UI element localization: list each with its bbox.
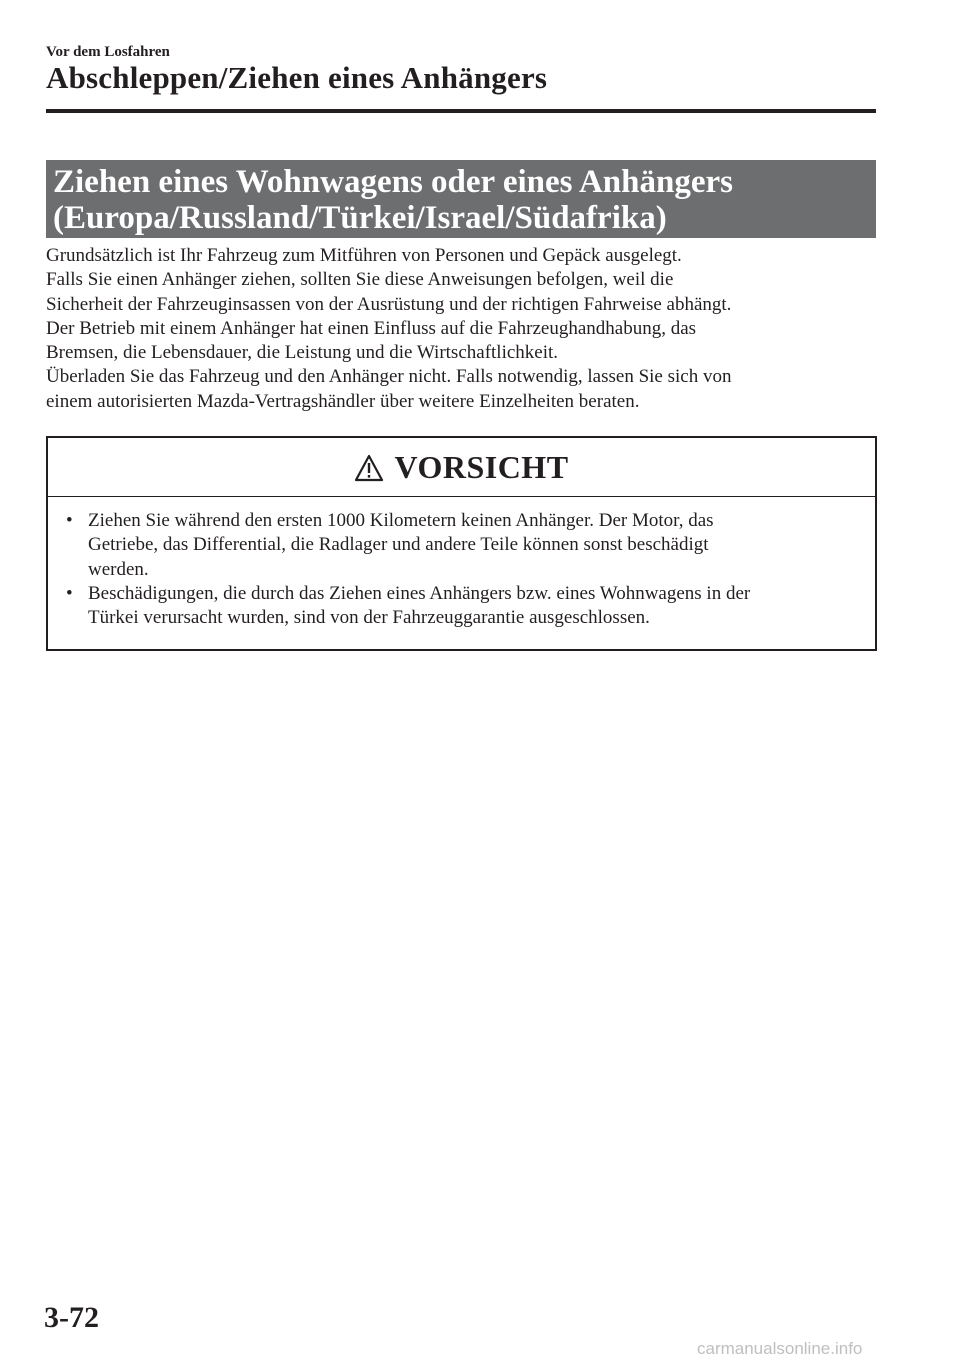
warning-triangle-icon xyxy=(354,454,384,482)
caution-title: VORSICHT xyxy=(394,448,569,485)
caution-list xyxy=(48,497,875,630)
body-line: Grundsätzlich ist Ihr Fahrzeug zum Mitführen von Personen und Gepäck ausgelegt. xyxy=(46,245,682,266)
watermark-text: carmanualsonline.info xyxy=(697,1339,863,1358)
page-number: 3-72 xyxy=(44,1301,99,1334)
body-line: Sicherheit der Fahrzeuginsassen von der Ausrüstung und der richtigen Fahrweise abhängt. xyxy=(46,293,732,315)
section-title-line-1: Ziehen eines Wohnwagens oder eines Anhängers xyxy=(53,164,733,200)
body-line: Überladen Sie das Fahrzeug und den Anhänger nicht. Falls notwendig, lassen Sie sich von xyxy=(46,366,732,388)
body-line: Falls Sie einen Anhänger ziehen, sollten Sie diese Anweisungen befolgen, weil die xyxy=(46,269,674,291)
caution-item-line: Getriebe, das Differential, die Radlager und andere Teile können sonst beschädigt xyxy=(88,534,709,556)
header-divider xyxy=(46,109,876,113)
bullet: • xyxy=(66,510,73,531)
caution-item xyxy=(66,582,875,631)
caution-item-line: Türkei verursacht wurden, sind von der Fahrzeuggarantie ausgeschlossen. xyxy=(88,607,650,629)
body-line: Der Betrieb mit einem Anhänger hat einen Einfluss auf die Fahrzeughandhabung, das xyxy=(46,317,697,339)
body-line: Bremsen, die Lebensdauer, die Leistung und die Wirtschaftlichkeit. xyxy=(46,342,559,364)
caution-box xyxy=(46,436,877,651)
page-header-title: Abschleppen/Ziehen eines Anhängers xyxy=(46,60,548,95)
body-line: einem autorisierten Mazda-Vertragshändler über weitere Einzelheiten beraten. xyxy=(46,390,640,412)
caution-item-line: Beschädigungen, die durch das Ziehen eines Anhängers bzw. eines Wohnwagens in der xyxy=(88,582,751,604)
section-title-line-2: (Europa/Russland/Türkei/Israel/Südafrika) xyxy=(53,200,667,236)
chapter-label: Vor dem Losfahren xyxy=(46,44,170,60)
section-title-banner xyxy=(46,160,876,238)
caution-item-line: Ziehen Sie während den ersten 1000 Kilometern keinen Anhänger. Der Motor, das xyxy=(88,510,714,531)
caution-header xyxy=(48,438,875,497)
bullet: • xyxy=(66,582,73,604)
caution-item xyxy=(66,509,875,582)
caution-item-line: werden. xyxy=(88,558,149,580)
body-paragraph xyxy=(46,244,876,414)
